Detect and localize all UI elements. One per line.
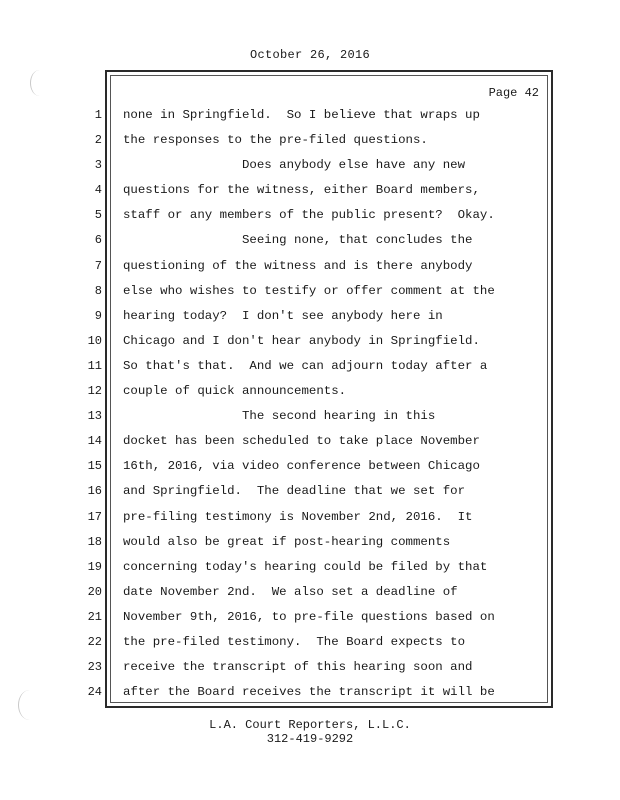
transcript-line: date November 2nd. We also set a deadline of xyxy=(123,584,458,599)
transcript-line: docket has been scheduled to take place November xyxy=(123,434,480,449)
line-number: 1 xyxy=(94,108,102,122)
transcript-line: November 9th, 2016, to pre-file questions based on xyxy=(123,609,495,624)
transcript-line: none in Springfield. So I believe that wraps up xyxy=(123,108,480,122)
line-number: 21 xyxy=(87,609,102,624)
transcript-line: staff or any members of the public present? Okay. xyxy=(123,208,495,223)
transcript-line: after the Board receives the transcript it will be xyxy=(123,685,495,700)
transcript-line: else who wishes to testify or offer comment at the xyxy=(123,283,495,298)
line-number: 23 xyxy=(87,660,102,675)
transcript-line: hearing today? I don't see anybody here in xyxy=(123,308,443,323)
footer-phone: 312-419-9292 xyxy=(266,732,354,746)
page-number: Page 42 xyxy=(488,86,539,100)
transcript-line: the pre-filed testimony. The Board expects to xyxy=(123,634,466,649)
transcript-line: receive the transcript of this hearing soon and xyxy=(123,660,473,675)
line-number: 19 xyxy=(87,559,102,574)
line-number: 14 xyxy=(87,434,102,449)
binder-hole-bottom xyxy=(18,690,41,720)
transcript-line: couple of quick announcements. xyxy=(123,384,347,399)
line-number: 24 xyxy=(87,685,102,700)
transcript-line: Does anybody else have any new xyxy=(123,158,466,173)
line-number: 8 xyxy=(94,283,102,298)
line-number: 22 xyxy=(87,634,102,649)
line-number: 7 xyxy=(94,258,102,273)
transcript-line: So that's that. And we can adjourn today after a xyxy=(123,358,488,373)
transcript-line: questions for the witness, either Board members, xyxy=(123,183,480,198)
line-number: 12 xyxy=(87,384,102,399)
line-number: 3 xyxy=(94,158,102,173)
transcript-line: concerning today's hearing could be filed by that xyxy=(123,559,488,574)
line-number: 17 xyxy=(87,509,102,524)
transcript-line: Seeing none, that concludes the xyxy=(123,233,473,248)
footer-company: L.A. Court Reporters, L.L.C. xyxy=(209,718,411,732)
line-number: 11 xyxy=(87,358,102,373)
line-number: 10 xyxy=(87,333,102,348)
transcript-line: Chicago and I don't hear anybody in Springfield. xyxy=(123,333,480,348)
transcript-line: questioning of the witness and is there anybody xyxy=(123,258,473,273)
line-number: 16 xyxy=(87,484,102,499)
line-number: 20 xyxy=(87,584,102,599)
line-number: 6 xyxy=(94,233,102,248)
line-number: 15 xyxy=(87,459,102,474)
line-number: 4 xyxy=(94,183,102,198)
binder-hole-top xyxy=(30,70,49,96)
line-number-column xyxy=(80,103,102,705)
transcript-text xyxy=(123,103,543,705)
footer xyxy=(0,718,620,746)
transcript-line: pre-filing testimony is November 2nd, 2016. It xyxy=(123,509,473,524)
transcript-line: and Springfield. The deadline that we set for xyxy=(123,484,466,499)
line-number: 2 xyxy=(94,133,102,148)
transcript-line: would also be great if post-hearing comments xyxy=(123,534,451,549)
line-number: 5 xyxy=(94,208,102,223)
line-number: 9 xyxy=(94,308,102,323)
line-number: 13 xyxy=(87,409,102,424)
transcript-line: 16th, 2016, via video conference between Chicago xyxy=(123,459,480,474)
transcript-line: The second hearing in this xyxy=(123,409,436,424)
header-date: October 26, 2016 xyxy=(249,48,371,62)
transcript-line: the responses to the pre-filed questions. xyxy=(123,133,428,148)
line-number: 18 xyxy=(87,534,102,549)
